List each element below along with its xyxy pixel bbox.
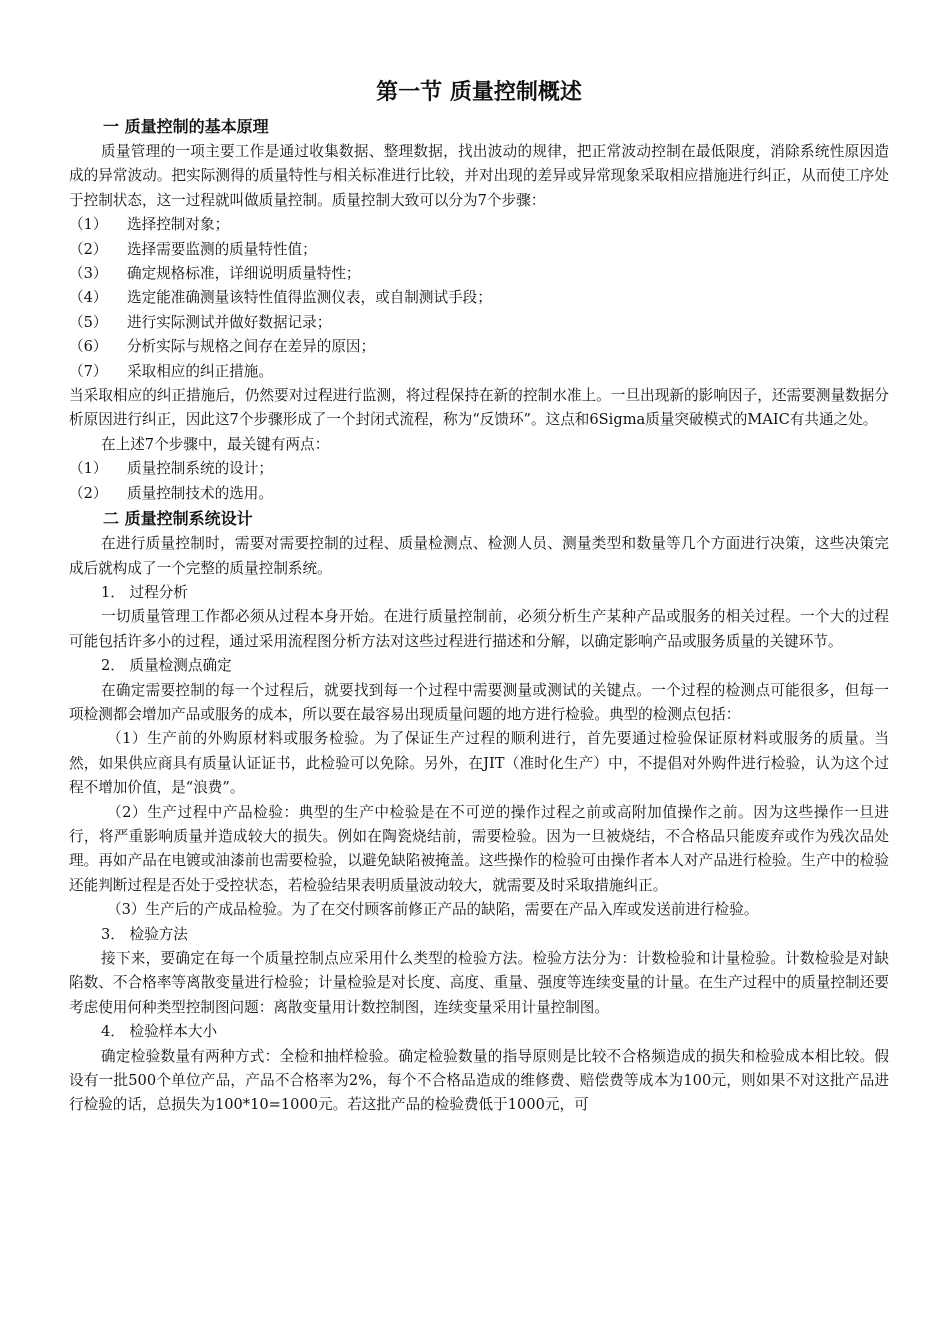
page-title: 第一节 质量控制概述 [376,80,582,105]
paragraph: 当采取相应的纠正措施后，仍然要对过程进行监测，将过程保持在新的控制水准上。一旦出现新的影响因子，还需要测量数据分析原因进行纠正，因此这7个步骤形成了一个封闭式流程，称为“反馈环”。这点和6Sigma质量突破模式的MAIC有共通之处。 [69,387,889,429]
document-page [69,76,889,1118]
paragraph: 在进行质量控制时，需要对需要控制的过程、质量检测点、检测人员、测量类型和数量等几个方面进行决策，这些决策完成后就构成了一个完整的质量控制系统。 [69,535,889,577]
list-number: （1） [69,460,108,478]
list-item [69,286,889,310]
list-text: 采取相应的纠正措施。 [127,362,273,380]
list-item [69,311,889,335]
paragraph: 一切质量管理工作都必须从过程本身开始。在进行质量控制前，必须分析生产某种产品或服务的相关过程。一个大的过程可能包括许多小的过程，通过采用流程图分析方法对这些过程进行描述和分解，以确定影响产品或服务质量的关键环节。 [69,608,889,650]
paragraph: （2）生产过程中产品检验：典型的生产中检验是在不可逆的操作过程之前或高附加值操作之前。因为这些操作一旦进行，将严重影响质量并造成较大的损失。例如在陶瓷烧结前，需要检验。因为一旦被烧结，不合格品只能废弃或作为残次品处理。再如产品在电镀或油漆前也需要检验，以避免缺陷被掩盖。这些操作的检验可由操作者本人对产品进行检验。生产中的检验还能判断过程是否处于受控状态，若检验结果表明质量波动较大，就需要及时采取措施纠正。 [69,803,889,894]
list-item [69,238,889,262]
list-number: （2） [69,240,108,258]
list-item [69,457,889,481]
list-item [69,360,889,384]
list-text: 选定能准确测量该特性值得监测仪表，或自制测试手段； [127,289,492,307]
list-number: （5） [69,313,108,331]
list-item [69,262,889,286]
list-number: （2） [69,484,108,502]
paragraph: 接下来，要确定在每一个质量控制点应采用什么类型的检验方法。检验方法分为：计数检验和计量检验。计数检验是对缺陷数、不合格率等离散变量进行检验；计量检验是对长度、高度、重量、强度等连续变量的计量。在生产过程中的质量控制还要考虑使用何种类型控制图问题：离散变量用计数控制图，连续变量采用计量控制图。 [69,950,889,1016]
section-heading-1: 一 质量控制的基本原理 [103,117,269,136]
list-item [69,482,889,506]
paragraph: 质量管理的一项主要工作是通过收集数据、整理数据，找出波动的规律，把正常波动控制在最低限度，消除系统性原因造成的异常波动。把实际测得的质量特性与相关标准进行比较，并对出现的差异或异常现象采取相应措施进行纠正，从而使工序处于控制状态，这一过程就叫做质量控制。质量控制大致可以分为7个步骤： [69,143,889,209]
list-text: 质量控制技术的选用。 [127,484,273,502]
list-text: 质量控制系统的设计； [127,460,273,478]
list-number: （4） [69,289,108,307]
list-number: （7） [69,362,108,380]
list-number: （3） [69,265,108,283]
section-heading-2: 二 质量控制系统设计 [103,509,253,529]
subsection-heading: 2． 质量检测点确定 [101,657,232,675]
list-text: 进行实际测试并做好数据记录； [127,313,332,331]
steps-list [69,213,889,384]
subsection-heading: 1． 过程分析 [101,583,188,601]
subsection-heading: 4． 检验样本大小 [101,1023,218,1041]
paragraph: 在上述7个步骤中，最关键有两点： [101,435,330,453]
list-text: 分析实际与规格之间存在差异的原因； [127,338,376,356]
paragraph: 在确定需要控制的每一个过程后，就要找到每一个过程中需要测量或测试的关键点。一个过程的检测点可能很多，但每一项检测都会增加产品或服务的成本，所以要在最容易出现质量问题的地方进行检验。典型的检测点包括： [69,681,889,723]
subsection-heading: 3． 检验方法 [101,925,188,943]
list-item [69,213,889,237]
paragraph: 确定检验数量有两种方式：全检和抽样检验。确定检验数量的指导原则是比较不合格频造成的损失和检验成本相比较。假设有一批500个单位产品，产品不合格率为2%，每个不合格品造成的维修费、赔偿费等成本为100元，则如果不对这批产品进行检验的话，总损失为100*10=1000元。若这批产品的检验费低于1000元，可 [69,1047,889,1114]
list-text: 确定规格标准，详细说明质量特性； [127,265,361,283]
list-number: （1） [69,216,108,234]
list-text: 选择需要监测的质量特性值； [127,240,317,258]
paragraph: （3）生产后的产成品检验。为了在交付顾客前修正产品的缺陷，需要在产品入库或发送前进行检验。 [107,901,759,919]
list-text: 选择控制对象； [127,216,230,234]
list-item [69,335,889,359]
paragraph: （1）生产前的外购原材料或服务检验。为了保证生产过程的顺利进行，首先要通过检验保证原材料或服务的质量。当然，如果供应商具有质量认证证书，此检验可以免除。另外，在JIT（准时化生产）中，不提倡对外购件进行检验，认为这个过程不增加价值，是“浪费”。 [69,730,889,797]
list-number: （6） [69,338,108,356]
key-points-list [69,457,889,506]
